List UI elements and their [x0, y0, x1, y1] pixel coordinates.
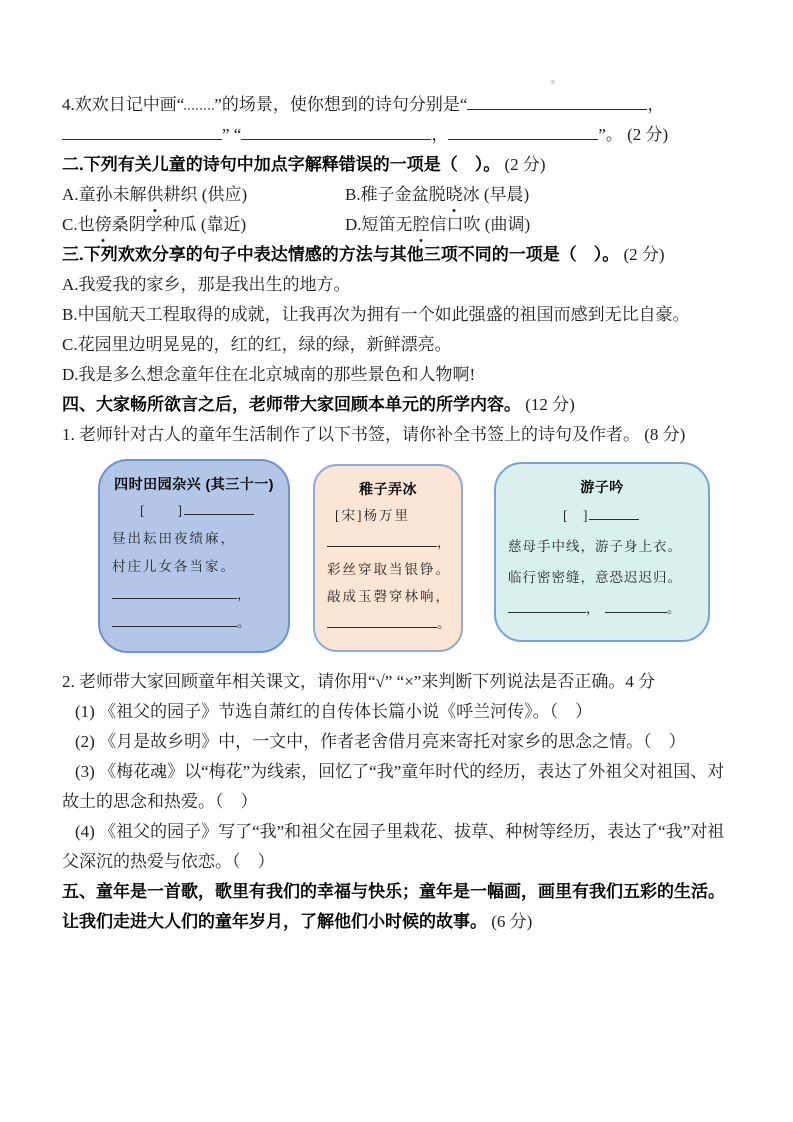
answer-blank	[112, 585, 237, 599]
section-2-options-row-1	[62, 180, 736, 210]
question-4-line-2	[62, 120, 736, 150]
emphasized-char: 腔	[413, 210, 430, 240]
option-a-text: A.童孙未解	[62, 185, 147, 204]
comma: ，	[437, 535, 453, 550]
option-b-gloss: 冰 (早晨)	[462, 185, 530, 204]
poem-author-row	[112, 497, 276, 525]
section-3-heading	[62, 240, 736, 270]
section-5-heading-text: 五、童年是一首歌，歌里有我们的幸福与快乐；童年是一幅画，画里有我们五彩的生活。让我们走进大人们的童年岁月，了解他们小时候的故事。	[62, 882, 725, 931]
judge-statement-3: (3) 《梅花魂》以“梅花”为线索，回忆了“我”童年时代的经历，表达了外祖父对祖国、对故土的思念和热爱。（ ）	[62, 762, 725, 811]
question-4-text-a: 4.欢欢日记中画“	[62, 95, 185, 114]
section-4-heading-text: 四、大家畅所欲言之后，老师带大家回顾本单元的所学内容。	[62, 395, 521, 414]
emphasized-char: 供	[147, 180, 164, 210]
card-title: 四时田园杂兴 (其三十一)	[114, 476, 274, 492]
option-a: A.我爱我的家乡，那是我出生的地方。	[62, 275, 351, 294]
bookmark-card-zhizinongbing	[313, 464, 463, 652]
question-4-comma: ，	[647, 95, 665, 114]
bookmark-card-youziyin	[494, 462, 710, 642]
option-b-text: B.稚子金盆脱	[345, 185, 446, 204]
page-content	[62, 90, 736, 937]
poem-blank-row	[327, 610, 453, 637]
poem-line: 临行密密缝，意恐迟迟归。	[508, 570, 682, 585]
judge-statement-4: (4) 《祖父的园子》写了“我”和祖父在园子里栽花、拔草、种树等经历，表达了“我”对祖父深沉的热爱与依恋。（ ）	[62, 822, 725, 871]
answer-blank	[467, 94, 647, 110]
card-title: 游子吟	[580, 479, 624, 495]
option-d-gloss: 信口吹 (曲调)	[429, 215, 531, 234]
poem-author-row	[508, 500, 696, 531]
option-a	[62, 180, 345, 210]
dynasty-bracket: [ ]	[563, 508, 589, 523]
option-c	[62, 210, 345, 240]
answer-blank	[508, 599, 586, 613]
scan-artifact-dot	[551, 80, 555, 84]
answer-blank	[184, 501, 254, 515]
option-d-text: D.短笛无	[345, 215, 413, 234]
poem-blank-row	[327, 529, 453, 556]
option-b	[345, 185, 529, 204]
option-d	[345, 215, 530, 234]
emphasized-char: 傍	[95, 210, 112, 240]
period: 。	[666, 601, 682, 616]
option-c: C.花园里边明晃晃的，红的红，绿的绿，新鲜漂亮。	[62, 335, 452, 354]
answer-blank	[241, 124, 431, 140]
section-2-heading-text: 二.下列有关儿童的诗句中加点字解释错误的一项是（ ）。	[62, 155, 501, 174]
comma: ，	[237, 587, 253, 602]
option-a-gloss: 耕织 (供应)	[163, 185, 248, 204]
answer-blank	[448, 124, 598, 140]
poem-line: 村庄儿女各当家。	[112, 559, 236, 574]
section-2-heading	[62, 150, 736, 180]
bookmark-cards	[98, 459, 736, 659]
answer-blank	[112, 613, 237, 627]
answer-blank	[327, 533, 437, 547]
question-4-line-1	[62, 90, 736, 120]
answer-blank	[62, 124, 222, 140]
wavy-line-blank	[184, 95, 214, 110]
answer-blank	[589, 506, 639, 520]
card-title: 稚子弄冰	[359, 481, 417, 497]
section-4-heading	[62, 390, 736, 420]
period: 。	[437, 616, 453, 631]
poem-line: 慈母手中线，游子身上衣。	[508, 539, 682, 554]
section-4-item-1: 1. 老师针对古人的童年生活制作了以下书签，请你补全书签上的诗句及作者。 (8 分)	[62, 425, 686, 444]
poem-author-row: [宋]杨万里	[335, 508, 410, 523]
section-2-options-row-2	[62, 210, 736, 240]
section-4-item-2: 2. 老师带大家回顾童年相关课文，请你用“√” “×”来判断下列说法是否正确。4 分	[62, 672, 656, 691]
question-4-quotes: ” “	[222, 125, 242, 144]
emphasized-char: 晓	[446, 180, 463, 210]
section-2-score: (2 分)	[500, 155, 546, 174]
section-3-heading-text: 三.下列欢欢分享的句子中表达情感的方法与其他三项不同的一项是（ ）。	[62, 245, 620, 264]
answer-blank	[327, 614, 437, 628]
bookmark-card-sishitianyuan	[98, 459, 290, 653]
judge-statement-2: (2) 《月是故乡明》中，一文中，作者老舍借月亮来寄托对家乡的思念之情。（ ）	[75, 732, 686, 751]
period: 。	[237, 615, 253, 630]
poem-blank-row	[508, 593, 696, 624]
judge-statement-1: (1) 《祖父的园子》节选自萧红的自传体长篇小说《呼兰河传》。（ ）	[75, 702, 593, 721]
poem-line: 敲成玉磬穿林响，	[327, 589, 451, 604]
section-5-heading	[62, 877, 736, 937]
comma: ，	[586, 601, 601, 616]
option-c-text: C.也	[62, 215, 95, 234]
poem-blank-row	[112, 609, 276, 637]
option-d: D.我是多么想念童年住在北京城南的那些景色和人物啊!	[62, 365, 476, 384]
option-b: B.中国航天工程取得的成就，让我再次为拥有一个如此强盛的祖国而感到无比自豪。	[62, 305, 690, 324]
question-4-score: ”。 (2 分)	[598, 125, 669, 144]
poem-line: 昼出耘田夜绩麻，	[112, 531, 236, 546]
poem-line: 彩丝穿取当银铮。	[327, 562, 451, 577]
section-3-score: (2 分)	[619, 245, 665, 264]
section-5-score: (6 分)	[487, 912, 533, 931]
section-4-score: (12 分)	[521, 395, 575, 414]
answer-blank	[605, 599, 667, 613]
dynasty-bracket: [ ]	[140, 503, 184, 518]
option-c-gloss: 桑阴学种瓜 (靠近)	[111, 215, 247, 234]
poem-blank-row	[112, 581, 276, 609]
question-4-comma-2: ，	[431, 125, 449, 144]
question-4-text-b: ”的场景，使你想到的诗句分别是“	[214, 95, 468, 114]
